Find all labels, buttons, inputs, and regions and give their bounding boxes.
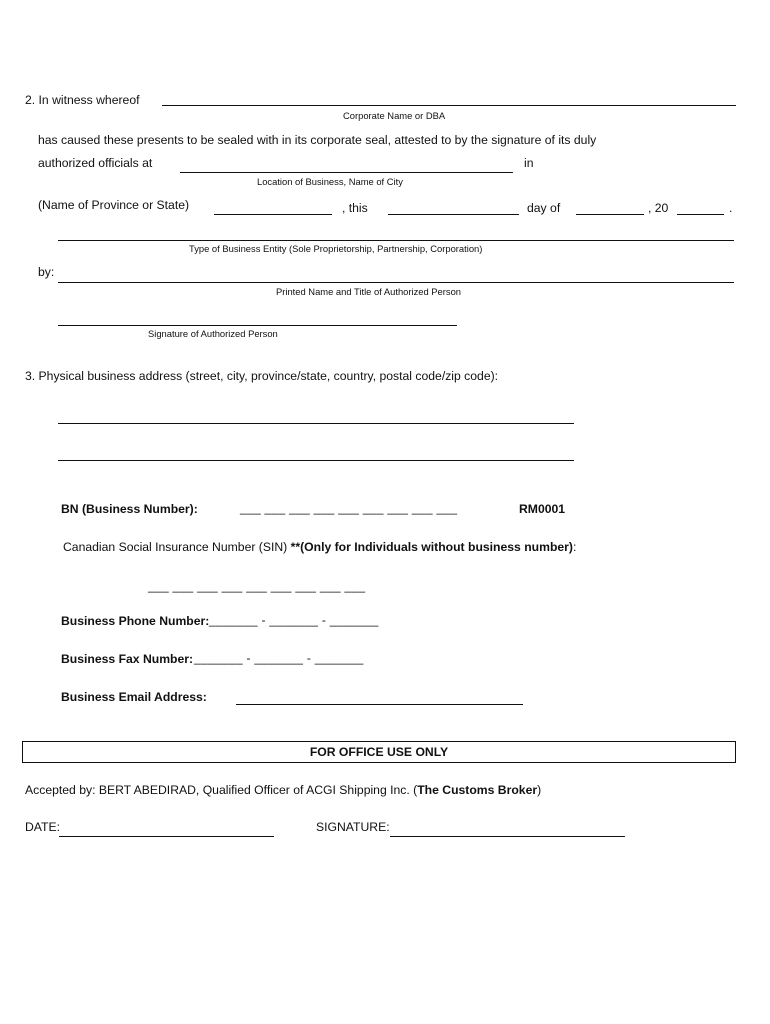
in-label: in: [524, 156, 534, 170]
email-field[interactable]: [236, 704, 523, 705]
date-label: DATE:: [25, 820, 60, 834]
corporate-name-field[interactable]: [162, 105, 736, 106]
this-label: , this: [342, 201, 368, 215]
email-label: Business Email Address:: [61, 690, 207, 704]
day-field[interactable]: [388, 214, 519, 215]
address-line-2[interactable]: [58, 460, 574, 461]
year-prefix-label: , 20: [648, 201, 669, 215]
day-of-label: day of: [527, 201, 561, 215]
sin-note: **(Only for Individuals without business number): [290, 540, 573, 554]
by-label: by:: [38, 265, 55, 279]
province-field[interactable]: [214, 214, 332, 215]
fax-field[interactable]: _______ - _______ - _______: [194, 651, 364, 665]
fax-label: Business Fax Number:: [61, 652, 194, 666]
year-field[interactable]: [677, 214, 724, 215]
office-signature-label: SIGNATURE:: [316, 820, 390, 834]
printed-name-caption: Printed Name and Title of Authorized Person: [276, 286, 461, 297]
accepted-by-statement: Accepted by: BERT ABEDIRAD, Qualified Officer of ACGI Shipping Inc. (The Customs Broker): [25, 783, 542, 797]
address-label: 3. Physical business address (street, city, province/state, country, postal code/zip code):: [25, 369, 499, 383]
signature-field[interactable]: [58, 325, 457, 326]
business-entity-field[interactable]: [58, 240, 734, 241]
customs-broker-name: The Customs Broker: [417, 783, 538, 797]
officials-at-label: authorized officials at: [38, 156, 153, 170]
date-field[interactable]: [59, 836, 274, 837]
location-field[interactable]: [180, 172, 513, 173]
printed-name-field[interactable]: [58, 282, 734, 283]
sin-label: Canadian Social Insurance Number (SIN) **(Only for Individuals without business number):: [63, 540, 577, 554]
phone-field[interactable]: _______ - _______ - _______: [209, 613, 379, 627]
business-entity-caption: Type of Business Entity (Sole Proprietorship, Partnership, Corporation): [189, 243, 483, 254]
period: .: [729, 201, 733, 215]
office-use-header: FOR OFFICE USE ONLY: [309, 745, 449, 759]
signature-caption: Signature of Authorized Person: [148, 328, 278, 339]
bn-suffix: RM0001: [519, 502, 566, 516]
witness-intro: 2. In witness whereof: [25, 93, 140, 107]
sin-field[interactable]: ___ ___ ___ ___ ___ ___ ___ ___ ___: [148, 579, 366, 593]
bn-field[interactable]: ___ ___ ___ ___ ___ ___ ___ ___ ___: [240, 501, 458, 515]
address-line-1[interactable]: [58, 423, 574, 424]
location-caption: Location of Business, Name of City: [257, 176, 403, 187]
sealed-statement: has caused these presents to be sealed with in its corporate seal, attested to by the signature of its duly: [38, 133, 597, 147]
bn-label: BN (Business Number):: [61, 502, 198, 516]
phone-label: Business Phone Number:: [61, 614, 210, 628]
office-signature-field[interactable]: [390, 836, 625, 837]
corporate-name-caption: Corporate Name or DBA: [343, 110, 446, 121]
province-label: (Name of Province or State): [38, 198, 190, 212]
month-field[interactable]: [576, 214, 644, 215]
